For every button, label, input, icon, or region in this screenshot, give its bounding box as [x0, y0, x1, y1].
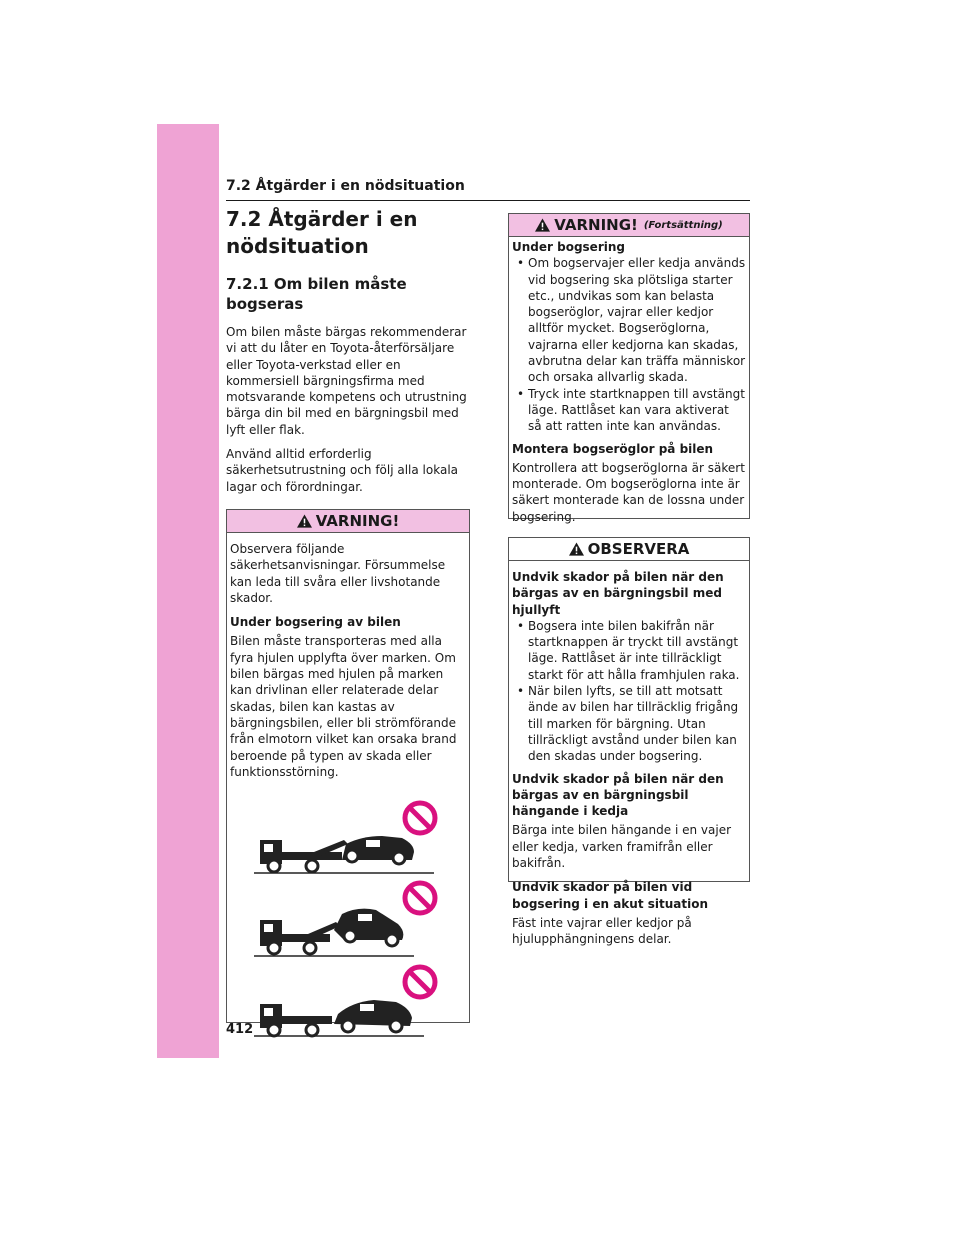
- tow-illustration-rear-lift: [254, 880, 464, 960]
- warning-text: Bilen måste transporteras med alla fyra hjulen upplyfta över marken. Om bilen bärgas med hjulen på marken kan drivlinan eller relaterade delar skadas, bilen kan kastas av bärgningsbilen, eller bli strömförande från elmotorn vilket kan orsaka brand beroende på typen av skada eller funktionsstörning.: [230, 634, 457, 779]
- warning-box-body: [227, 533, 469, 1064]
- warning-triangle-icon: [297, 514, 312, 528]
- section-header: 7.2 Åtgärder i en nödsituation: [226, 178, 750, 201]
- intro-paragraph: Om bilen måste bärgas rekommenderar vi att du låter en Toyota-återförsäljare eller Toyota-verkstad eller en kommersiell bärgningsfirma med motsvarande kompetens och utrustning bärga din bil med en bärgningsbil med lyft eller flak.: [226, 325, 467, 437]
- section-subtitle: 7.2.1 Om bilen måste bogseras: [226, 275, 407, 313]
- page-number: 412: [226, 1022, 254, 1037]
- caution-box-header: [509, 538, 749, 561]
- continuation-label: (Fortsättning): [643, 219, 723, 231]
- caution-heading: OBSERVERA: [587, 540, 690, 558]
- caution-triangle-icon: [569, 542, 584, 556]
- caution-subheading-1: Undvik skador på bilen när den bärgas av en bärgningsbil med hjullyft: [512, 570, 724, 617]
- caution-box-body: [509, 561, 749, 962]
- safety-paragraph: Använd alltid erforderlig säkerhetsutrustning och följ alla lokala lagar och förordningar.: [226, 447, 459, 494]
- side-color-band: [157, 124, 219, 1058]
- tow-illustration-front-lift: [254, 964, 464, 1044]
- warning-box: [226, 509, 470, 1023]
- page-title: 7.2 Åtgärder i en nödsituation: [226, 207, 418, 258]
- caution-subheading-3: Undvik skador på bilen vid bogsering i en akut situation: [512, 880, 709, 911]
- warning-intro: Observera följande säkerhetsanvisningar. Försummelse kan leda till svåra eller livshotande skador.: [230, 541, 446, 605]
- tow-eyes-subheading: Montera bogseröglor på bilen: [512, 441, 714, 456]
- tow-illustration-wheel-lift: [254, 800, 464, 878]
- warning-continued-heading: VARNING!: [554, 216, 638, 234]
- warning-continued-body: [509, 237, 749, 539]
- left-column: [226, 206, 470, 1023]
- towing-subheading: Under bogsering: [512, 240, 625, 254]
- towing-illustrations: [230, 788, 466, 1058]
- caution-text-3: Fäst inte vajrar eller kedjor på hjulupphängningens delar.: [512, 915, 692, 947]
- list-item: • Bogsera inte bilen bakifrån när startknappen är tryckt till avstängt läge. Rattlåset är inte tillräckligt starkt för att hålla framhjulen raka.: [512, 618, 746, 683]
- caution-bullets: [512, 618, 746, 765]
- warning-heading: VARNING!: [315, 511, 400, 530]
- towing-bullets: [512, 255, 746, 434]
- warning-continued-box: [508, 213, 750, 524]
- warning-triangle-icon: [535, 218, 550, 232]
- warning-subheading: Under bogsering av bilen: [230, 615, 401, 630]
- tow-eyes-text: Kontrollera att bogseröglorna är säkert monterade. Om bogseröglorna inte är säkert monterade kan de lossna under bogsering.: [512, 460, 745, 524]
- warning-continued-header: [509, 214, 749, 237]
- caution-box: [508, 537, 750, 947]
- list-item: • Tryck inte startknappen till avstängt läge. Rattlåset kan vara aktiverat så att ratten inte kan användas.: [512, 386, 746, 435]
- list-item: • När bilen lyfts, se till att motsatt ände av bilen har tillräcklig frigång till marken för bärgning. Utan tillräckligt avstånd under bilen kan den skadas under bogsering.: [512, 683, 746, 764]
- right-column: [508, 213, 750, 947]
- warning-box-header: [227, 510, 469, 533]
- caution-text-2: Bärga inte bilen hängande i en vajer eller kedja, varken framifrån eller bakifrån.: [512, 823, 732, 871]
- caution-subheading-2: Undvik skador på bilen när den bärgas av en bärgningsbil hängande i kedja: [512, 771, 724, 819]
- list-item: • Om bogservajer eller kedja används vid bogsering ska plötsliga starter etc., undvikas som kan belasta bogseröglor, vajrar eller kedjor alltför mycket. Bogseröglorna, vajrarna eller kedjorna kan skadas, avbrutna delar kan träffa människor och orsaka allvarlig skada.: [512, 255, 746, 385]
